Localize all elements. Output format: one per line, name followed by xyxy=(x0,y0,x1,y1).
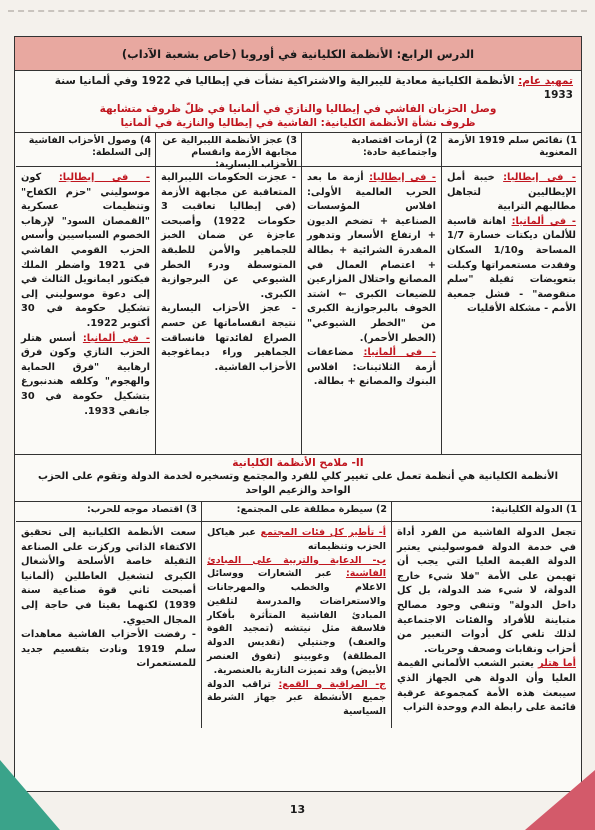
corner-decoration-right xyxy=(525,770,595,830)
paragraph: مضاعفات أزمة الثلاثينات: افلاس البنوك والمصانع + بطالة. xyxy=(307,347,436,388)
column-heading: 3) عجز الأنظمة الليبرالية عن مجابهة الأزمة وانقسام الأحزاب اليسارية: xyxy=(156,133,301,167)
subheading: - في إيطاليا: xyxy=(58,172,150,183)
subheading: - في ألمانيا: xyxy=(363,347,437,359)
feature-column xyxy=(201,502,391,728)
paragraph: عبر الشعارات ووسائل الاعلام والخطب والمهرجانات والاستعراضات والمدرسة لتلقين المبادئ الفاشية المتأثرة بأفكار فلاسفة مثل نيتشه (تمجيد القوة والعنف) وجنتيلي (تقديس الدولة المطلقة) وغوبينو (تفوق العنصر الأبيض) وقد تميزت النازية بالعنصرية. xyxy=(207,568,386,676)
paragraph: كون موسوليني "حزم الكفاح" وتنظيمات عسكرية "القمصان السود" لإرهاب الخصوم السياسيين وأسس الحزب القومي الفاشي في 1921 واضطر الملك فيكتور ايمانويل الثالث في إلى دعوة موسوليني إلى تشكيل حكومة في 30 أكتوبر 1922. xyxy=(21,172,150,329)
subheading: أ- تأطير كل فئات المجتمع xyxy=(260,527,386,538)
paragraph: تجعل الدولة الفاشية من الفرد أداة في خدمة الدولة فموسوليني يعتبر الدولة القيمة العليا التي يجب أن تهيمن على الأمة "فلا شيء خارج الدولة، لا شيء ضد الدولة، بل كل داخل الدولة" وتنفي وجود مصالح متباينة للأفراد والفئات الاجتماعية لذلك تلغي كل أدوات التعبير من أحزاب ونقابات وصحف وحريات. xyxy=(397,527,576,655)
paragraph: يعتبر الشعب الألماني القيمة العليا وأن الدولة هي الجهاز الذي سيبعث هذه الأمة كمجموعة عرقية قائمة على رابطة الدم ووحدة التراب xyxy=(397,658,576,714)
column-body xyxy=(442,167,581,321)
intro-text-1: الأنظمة الكليانية معادية لليبرالية والاشتراكية نشأت في إيطاليا في 1922 وفي ألمانيا سنة 1933 xyxy=(54,75,573,101)
column-body xyxy=(302,167,441,394)
paragraph: أزمة ما بعد الحرب العالمية الأولى: افلاس المؤسسات الصناعية + تضخم الديون + ارتفاع الأسعار وتدهور المقدرة الشرائية + بطالة + اعتصام العمال في المصانع واحتلال المزارعين للضيعات الكبرى ← اشتد الخوف بالبرجوازية الكبرى من "الخطر الشيوعي" (الخطر الأحمر). xyxy=(307,172,436,344)
subheading: - في ألمانيا: xyxy=(82,332,150,344)
section-2-title: II- ملامح الأنظمة الكليانية xyxy=(232,457,364,469)
paragraph: - عجزت الحكومات الليبرالية المتعاقبة عن مجابهة الأزمة (في إيطاليا تعاقبت 3 حكومات 1922) وأصبحت عاجزة عن ضمان الخبز للجماهير والأمن للطبقة المتوسطة ودرء الخطر الشيوعي عن البرجوازية الكبرى. xyxy=(161,172,297,300)
lesson-title: الدرس الرابع: الأنظمة الكليانية في أوروبا (خاص بشعبة الآداب) xyxy=(15,37,581,71)
column-heading: 3) اقتصاد موجه للحرب: xyxy=(16,502,201,522)
cause-column xyxy=(301,133,441,454)
page-number: 13 xyxy=(289,803,306,816)
paragraph: - عجز الأحزاب اليسارية نتيجة انقساماتها عن حسم الصراع لفائدتها فانساقت الجماهير وراء ديماغوجية الأحزاب الفاشية. xyxy=(161,303,296,373)
intro-line-2: وصل الحزبان الفاشي في إيطاليا والنازي في ألمانيا في ظلّ ظروف متشابهة xyxy=(99,103,497,115)
cause-column xyxy=(441,133,581,454)
paragraph: - رفضت الأحزاب الفاشية معاهدات سلم 1919 ونادت بتقسيم جديد للمستعمرات xyxy=(21,629,196,670)
column-body xyxy=(156,167,301,379)
feature-column xyxy=(16,502,201,728)
subheading: - في إيطاليا: xyxy=(503,172,576,183)
paragraph: اهانة قاسية للألمان ديكتات خسارة 1/7 المساحة و1/10 السكان وفقدت مستعمراتها وكبلت بتعويضات ثقيلة "سلم منقوصة" - فشل جمعية الأمم - مشكلة الأقليات xyxy=(447,215,576,315)
section-2-text: الأنظمة الكليانية هي أنظمة تعمل على تغيير كلي للفرد والمجتمع وتسخيره لخدمة الدولة وتقوم على الحزب الواحد والزعيم الواحد xyxy=(15,469,581,502)
feature-column xyxy=(391,502,581,728)
top-dashed-border xyxy=(8,10,587,12)
column-body xyxy=(16,522,201,676)
paragraph: عبر هياكل الحزب وتنظيماته xyxy=(207,527,386,552)
intro-label: تمهيد عام: xyxy=(518,75,573,87)
subheading: ج- المراقبة و القمع: xyxy=(278,678,387,690)
column-heading: 1) الدولة الكليانية: xyxy=(392,502,581,522)
subheading: - في إيطاليا: xyxy=(369,172,436,183)
subheading: أما هتلر xyxy=(538,658,576,670)
column-heading: 2) سيطرة مطلقة على المجتمع: xyxy=(202,502,391,522)
column-heading: 4) وصول الأحزاب الفاشية إلى السلطة: xyxy=(16,133,155,167)
cause-column xyxy=(155,133,301,454)
causes-grid xyxy=(15,133,581,455)
intro-section xyxy=(15,71,581,133)
column-heading: 2) أزمات اقتصادية واجتماعية حادة: xyxy=(302,133,441,167)
features-grid xyxy=(15,502,581,728)
paragraph: خيبة أمل الإيطاليين لتجاهل مطالبهم الترابية xyxy=(447,172,576,213)
corner-decoration-left xyxy=(0,760,60,830)
subheading: ب- الدعاية والتربية على المبادئ الفاشية: xyxy=(207,554,386,580)
column-body xyxy=(202,522,391,723)
lesson-page xyxy=(14,36,582,792)
paragraph: تراقب الدولة جميع الأنشطة عبر جهاز الشرطة السياسية xyxy=(207,678,386,718)
column-body xyxy=(16,167,155,423)
paragraph: أسس هتلر الحزب النازي وكون فرق ارهابية "فرق الحماية والهجوم" وكلفه هندنبورغ بتشكيل حكومة في 30 جانفي 1933. xyxy=(21,332,150,417)
intro-line-1 xyxy=(23,74,573,102)
column-heading: 1) نقائص سلم 1919 الأزمة المعنوية xyxy=(442,133,581,167)
subheading: - في ألمانيا: xyxy=(511,215,576,227)
cause-column xyxy=(16,133,155,454)
paragraph: سعت الأنظمة الكليانية إلى تحقيق الاكتفاء الذاتي وركزت على الصناعة الثقيلة خاصة الأسلحة والأشغال الكبرى لتشغيل العاطلين (ألمانيا أصبحت ثاني قوة صناعية سنة 1939) لكنهما بقيتا في حاجة إلى المجال الحيوي. xyxy=(21,527,196,626)
intro-line-3: ظروف نشأة الأنظمة الكليانية: الفاشية في إيطاليا والنازية في ألمانيا xyxy=(120,117,476,129)
column-body xyxy=(392,522,581,720)
